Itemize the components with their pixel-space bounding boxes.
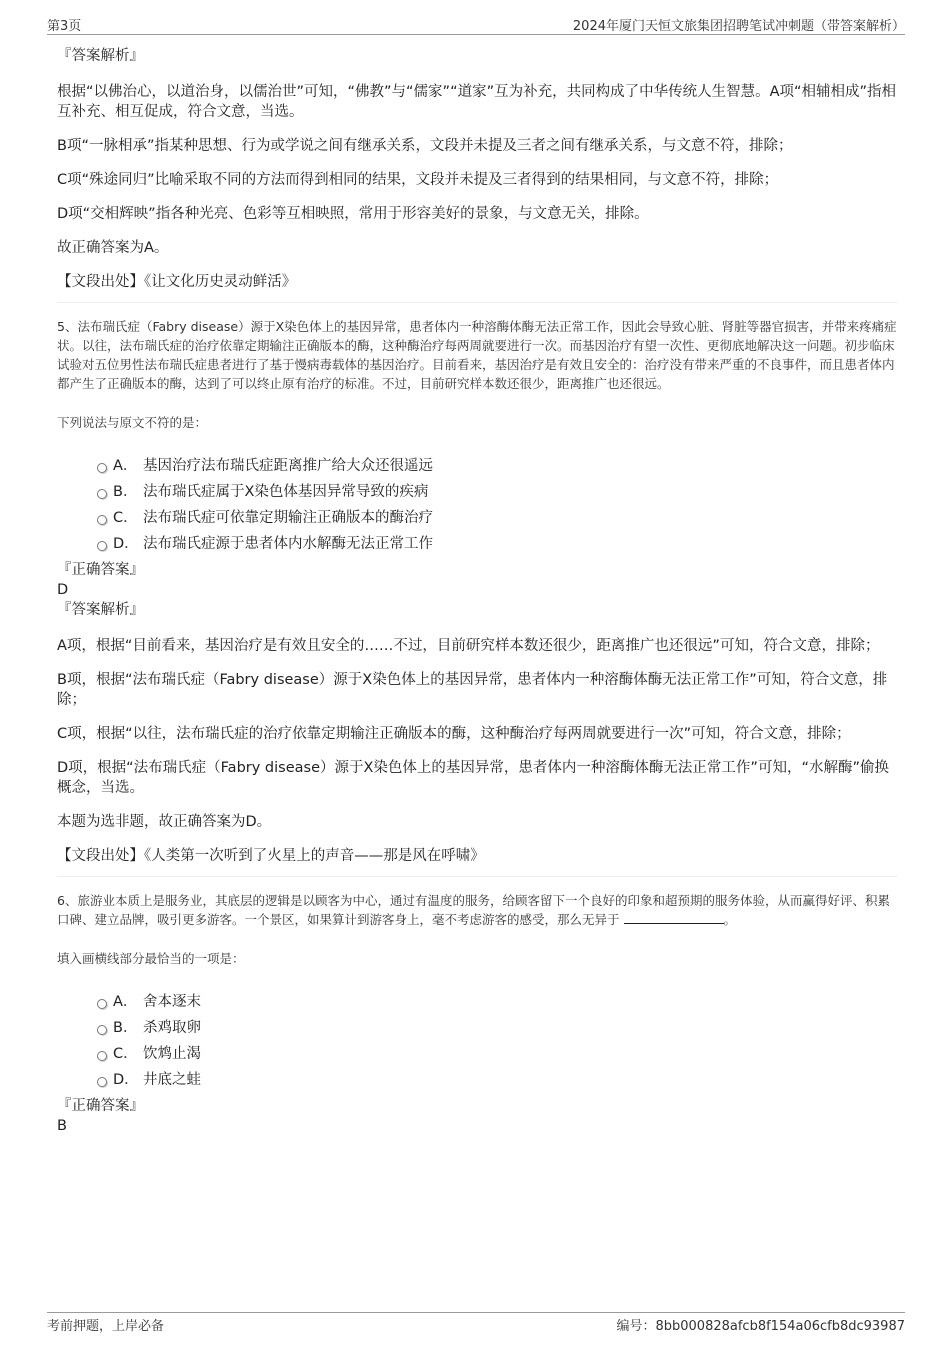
- q5-analysis-para: B项，根据“法布瑞氏症（Fabry disease）源于X染色体上的基因异常，患者体内一种溶酶体酶无法正常工作”可知，符合文意，排除；: [57, 672, 888, 708]
- q6-answer-label: 『正确答案』: [57, 1098, 144, 1114]
- q5-conclusion: 本题为选非题，故正确答案为D。: [57, 814, 272, 830]
- option-text: 杀鸡取卵: [143, 1020, 201, 1036]
- radio-icon[interactable]: [97, 515, 107, 525]
- q5-prompt: 下列说法与原文不符的是：: [57, 415, 208, 430]
- option-letter: B．: [113, 484, 138, 500]
- q4-analysis-label: 『答案解析』: [57, 48, 144, 64]
- option-letter: C．: [113, 510, 138, 526]
- option-text: 舍本逐末: [143, 994, 201, 1010]
- q5-option-d[interactable]: [97, 534, 897, 554]
- option-text: 法布瑞氏症属于X染色体基因异常导致的疾病: [143, 484, 429, 500]
- radio-icon[interactable]: [97, 463, 107, 473]
- option-letter: A．: [113, 458, 138, 474]
- q4-source-label: 【文段出处】: [57, 274, 144, 290]
- q6-option-b[interactable]: [97, 1018, 897, 1038]
- footer-serial: 编号：8bb000828afcb8f154a06cfb8dc93987: [616, 1319, 905, 1334]
- q6-option-c[interactable]: [97, 1044, 897, 1064]
- q6-option-d[interactable]: [97, 1070, 897, 1090]
- option-text: 饮鸩止渴: [143, 1046, 201, 1062]
- q4-analysis-para: 根据“以佛治心，以道治身，以儒治世”可知，“佛教”与“儒家”“道家”互为补充，共同构成了中华传统人生智慧。A项“相辅相成”指相互补充、相互促成，符合文意，当选。: [57, 84, 897, 120]
- q5-option-a[interactable]: [97, 456, 897, 476]
- q5-answer-label: 『正确答案』: [57, 562, 144, 578]
- divider: [57, 302, 897, 303]
- q5-analysis-para: A项，根据“目前看来，基因治疗是有效且安全的……不过，目前研究样本数还很少，距离推广也还很远”可知，符合文意，排除；: [57, 638, 880, 654]
- q5-analysis-para: D项，根据“法布瑞氏症（Fabry disease）源于X染色体上的基因异常，患者体内一种溶酶体酶无法正常工作”可知，“水解酶”偷换概念，当选。: [57, 760, 889, 796]
- q6-passage-end: 。: [723, 912, 737, 927]
- q4-analysis-para: D项“交相辉映”指各种光亮、色彩等互相映照，常用于形容美好的景象，与文意无关，排除。: [57, 206, 649, 222]
- q4-source-title: 《让文化历史灵动鲜活》: [144, 274, 297, 290]
- option-text: 井底之蛙: [143, 1072, 201, 1088]
- option-letter: D．: [113, 1072, 139, 1088]
- q4-source: [57, 272, 897, 292]
- q6-passage-text: 6、旅游业本质上是服务业，其底层的逻辑是以顾客为中心，通过有温度的服务，给顾客留下一个良好的印象和超预期的服务体验，从而赢得好评、积累口碑、建立品牌，吸引更多游客。一个景区，如果算计到游客身上，毫不考虑游客的感受，那么无异于: [57, 893, 890, 927]
- q5-source-label: 【文段出处】: [57, 848, 144, 864]
- q4-analysis-para: B项“一脉相承”指某种思想、行为或学说之间有继承关系，文段并未提及三者之间有继承关系，与文意不符，排除；: [57, 138, 793, 154]
- q5-options: [57, 456, 897, 554]
- q6-answer-blank: [624, 911, 724, 924]
- q5-passage: 5、法布瑞氏症（Fabry disease）源于X染色体上的基因异常，患者体内一种溶酶体酶无法正常工作，因此会导致心脏、肾脏等器官损害，并带来疼痛症状。以往，法布瑞氏症的治疗依靠定期输注正确版本的酶，这种酶治疗每两周就要进行一次。而基因治疗有望一次性、更彻底地解决这一问题。初步临床试验对五位男性法布瑞氏症患者进行了基于慢病毒载体的基因治疗。目前看来，基因治疗是有效且安全的：治疗没有带来严重的不良事件，而且患者体内都产生了正确版本的酶，达到了可以终止原有治疗的标准。不过，目前研究样本数还很少，距离推广也还很远。: [57, 319, 897, 391]
- radio-icon[interactable]: [97, 1025, 107, 1035]
- q5-source-title: 《人类第一次听到了火星上的声音——那是风在呼啸》: [144, 848, 485, 864]
- option-text: 基因治疗法布瑞氏症距离推广给大众还很遥远: [143, 458, 433, 474]
- option-letter: D．: [113, 536, 139, 552]
- q5-option-b[interactable]: [97, 482, 897, 502]
- radio-icon[interactable]: [97, 999, 107, 1009]
- page-header: [47, 14, 905, 35]
- document-title: 2024年厦门天恒文旅集团招聘笔试冲刺题（带答案解析）: [572, 19, 905, 34]
- divider: [57, 876, 897, 877]
- option-text: 法布瑞氏症源于患者体内水解酶无法正常工作: [143, 536, 433, 552]
- q6-answer: B: [57, 1118, 67, 1134]
- option-letter: B．: [113, 1020, 138, 1036]
- q5-analysis-para: C项，根据“以往，法布瑞氏症的治疗依靠定期输注正确版本的酶，这种酶治疗每两周就要进行一次”可知，符合文意，排除；: [57, 726, 851, 742]
- q6-passage: [57, 891, 897, 929]
- radio-icon[interactable]: [97, 1051, 107, 1061]
- q6-option-a[interactable]: [97, 992, 897, 1012]
- radio-icon[interactable]: [97, 1077, 107, 1087]
- radio-icon[interactable]: [97, 541, 107, 551]
- radio-icon[interactable]: [97, 489, 107, 499]
- page-number: 第3页: [47, 19, 82, 34]
- q5-analysis-label: 『答案解析』: [57, 602, 144, 618]
- option-text: 法布瑞氏症可依靠定期输注正确版本的酶治疗: [143, 510, 433, 526]
- option-letter: C．: [113, 1046, 138, 1062]
- q6-prompt: 填入画横线部分最恰当的一项是：: [57, 951, 245, 966]
- page-footer: [47, 1312, 905, 1335]
- q4-conclusion: 故正确答案为A。: [57, 240, 169, 256]
- q5-option-c[interactable]: [97, 508, 897, 528]
- option-letter: A．: [113, 994, 138, 1010]
- footer-slogan: 考前押题，上岸必备: [47, 1319, 165, 1334]
- q5-source: [57, 846, 897, 866]
- q4-analysis-para: C项“殊途同归”比喻采取不同的方法而得到相同的结果，文段并未提及三者得到的结果相同，与文意不符，排除；: [57, 172, 779, 188]
- q5-answer: D: [57, 582, 69, 598]
- page-content: [57, 46, 897, 1136]
- q6-options: [57, 992, 897, 1090]
